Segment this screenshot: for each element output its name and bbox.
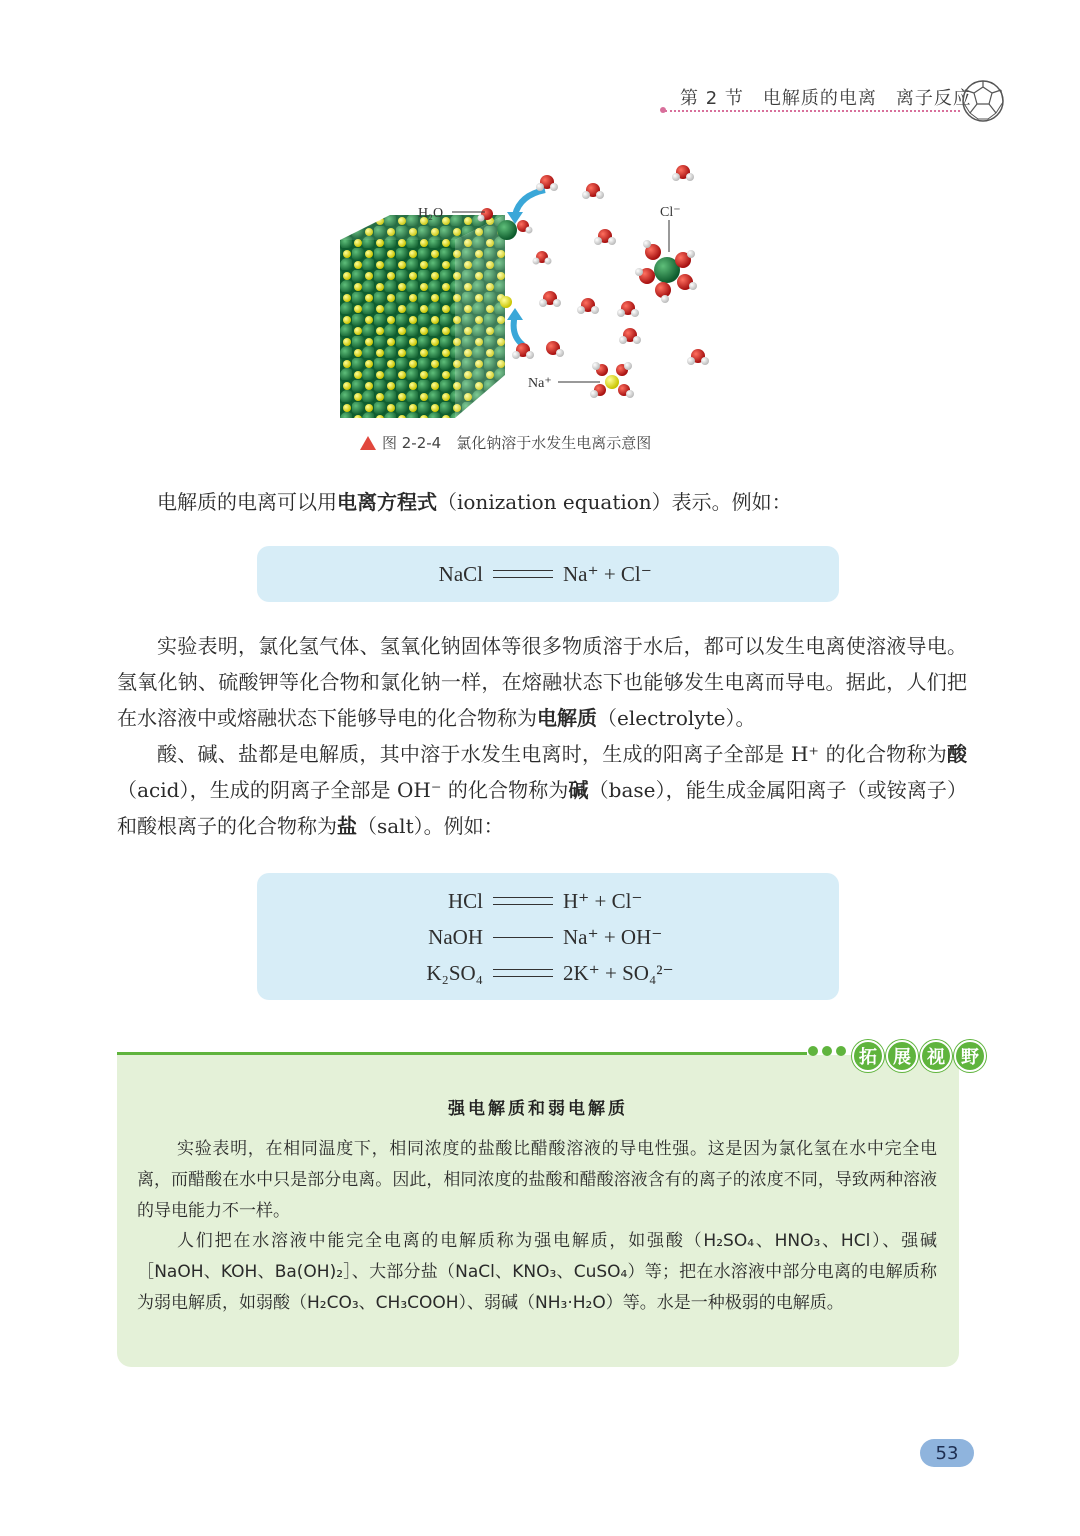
figure-caption: 图 2-2-4 氯化钠溶于水发生电离示意图 [360, 432, 760, 453]
crystal-front-face [340, 240, 455, 418]
extension-badge: 拓 展 视 野 [852, 1040, 986, 1072]
equals-arrow [493, 937, 553, 938]
page-number: 53 [920, 1439, 974, 1467]
extension-paragraph-2: 人们把在水溶液中能完全电离的电解质称为强电解质，如强酸（H₂SO₄、HNO₃、HCl）、强碱［NaOH、KOH、Ba(OH)₂］、大部分盐（NaCl、KNO₃、CuSO₄）等；把在水溶液中部分电离的电解质称为弱电解质，如弱酸（H₂CO₃、CH₃COOH）、弱碱（NH₃·H₂O）等。水是一种极弱的电解质。 [137, 1231, 937, 1313]
sodium-label: Na⁺ [528, 376, 552, 391]
hydrated-sodium-ion [590, 362, 634, 398]
paragraph-ionization-equation: 电解质的电离可以用电离方程式（ionization equation）表示。例如： [157, 490, 792, 514]
equation-row: NaOH Na⁺ + OH⁻ [428, 924, 663, 949]
equation-box-acid-base-salt [257, 873, 839, 1000]
header-divider [665, 110, 960, 112]
crystal-side-face [455, 215, 505, 418]
equals-arrow [493, 897, 553, 905]
leaving-na-ion [500, 296, 512, 308]
equation-row: K₂SO₄ 2K⁺ + SO₄²⁻ [426, 960, 674, 985]
extension-paragraph-1: 实验表明，在相同温度下，相同浓度的盐酸比醋酸溶液的导电性强。这是因为氯化氢在水中完全电离，而醋酸在水中只是部分电离。因此，相同浓度的盐酸和醋酸溶液含有的离子的浓度不同，导致两种溶液的导电能力不一样。 [137, 1139, 937, 1221]
paragraph-electrolyte-definition: 实验表明，氯化氢气体、氢氧化钠固体等很多物质溶于水后，都可以发生电离使溶液导电。氢氧化钠、硫酸钾等化合物和氯化钠一样，在熔融状态下也能够发生电离而导电。据此，人们把在水溶液中或熔融状态下能够导电的化合物称为电解质（electrolyte）。 [117, 634, 967, 730]
extension-dots [808, 1046, 846, 1056]
chloride-label: Cl⁻ [660, 205, 681, 220]
caption-triangle-icon [360, 436, 376, 450]
chapter-header: 第 2 节 电解质的电离 离子反应 [680, 88, 972, 109]
extension-title: 强电解质和弱电解质 [448, 1099, 628, 1119]
equals-arrow [493, 969, 553, 977]
leaving-cl-ion [497, 220, 517, 240]
nacl-dissolution-illustration [330, 160, 750, 430]
extension-divider [117, 1052, 807, 1055]
equals-arrow [493, 570, 553, 578]
equation-row: NaCl Na⁺ + Cl⁻ [438, 561, 652, 586]
fullerene-icon [960, 78, 1006, 124]
hydrated-chloride-ion [635, 240, 697, 303]
paragraph-acid-base-salt: 酸、碱、盐都是电解质，其中溶于水发生电离时，生成的阳离子全部是 H⁺ 的化合物称为酸（acid），生成的阴离子全部是 OH⁻ 的化合物称为碱（base），能生成金属阳离子（或铵离子）和酸根离子的化合物称为盐（salt）。例如： [117, 742, 968, 838]
equation-row: HCl H⁺ + Cl⁻ [447, 888, 643, 913]
arrow-up-1 [515, 190, 545, 215]
equation-box-nacl [257, 546, 839, 602]
water-label: H₂O [418, 206, 444, 221]
